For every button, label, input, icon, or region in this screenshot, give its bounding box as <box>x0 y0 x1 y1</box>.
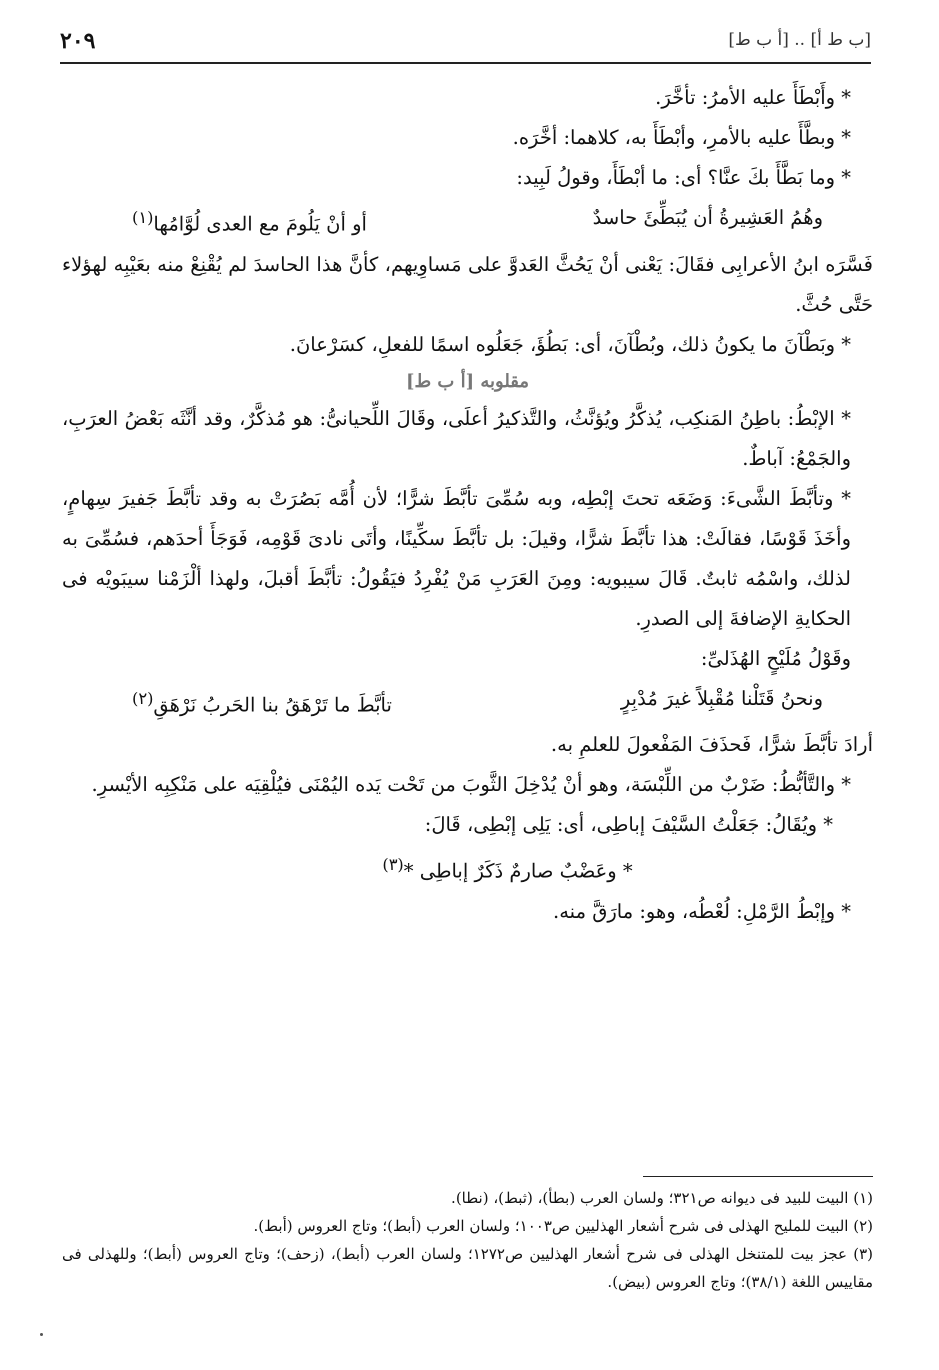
footnote: (٣) عجز بيت للمتنخل الهذلى فى شرح أشعار الهذليين ص١٢٧٢؛ ولسان العرب (أبط)، (زحف)؛ وتاج العروس (أبط)؛ وللهذلى فى مقاييس اللغة (٣٨/١)؛ وتاج العروس (بيض). <box>62 1245 873 1291</box>
footnote-ref: (٣) <box>382 855 404 874</box>
footnote: (٢) البيت للمليح الهذلى فى شرح أشعار الهذليين ص١٠٠٣؛ ولسان العرب (أبط)؛ وتاج العروس (أبط). <box>253 1217 873 1235</box>
footnote-ref: (٢) <box>132 688 154 708</box>
verse-text: تأبَّطَ ما تَرْهَقُ بنا الحَربُ نَرْهَقِ <box>153 693 392 716</box>
paragraph: * وما بَطَّأَ بكَ عنَّا؟ أى: ما أبْطَأَ، وقولُ لَبِيد: <box>516 166 851 189</box>
verse-hemistich-second <box>132 679 392 726</box>
footnotes <box>62 1184 873 1296</box>
paragraph: أرادَ تأبَّطَ شرًّا، فَحذَفَ المَفْعولَ للعلمِ به. <box>550 733 873 756</box>
footnote-ref: (١) <box>132 208 154 227</box>
verse-hemistich-first: وهُمُ العَشِيرةُ أن يُبَطِّئَ حاسدٌ <box>592 206 823 229</box>
section-heading: مقلوبه [أ ب ط] <box>405 370 530 392</box>
scan-speck <box>40 1333 43 1336</box>
main-text <box>62 78 873 932</box>
footnote-divider <box>643 1176 873 1177</box>
verse-hemistich-first: ونحنُ قَتَلْنا مُقْبِلاً غيرَ مُدْبِرٍ <box>620 686 823 710</box>
verse-text: * وعَضْبٌ صارمٌ ذَكَرٌ إباطِى * <box>403 859 633 883</box>
paragraph: * وأَبْطَأَ عليه الأمرُ: تأخَّرَ. <box>655 86 851 109</box>
verse-line <box>62 679 873 726</box>
paragraph: وقَوْلُ مُلَيْحٍ الهُذَلىِّ: <box>700 646 851 670</box>
verse-line <box>62 845 873 892</box>
verse-text: أو أنْ يَلُومَ مع العدى لُوَّامُها <box>153 212 367 236</box>
paragraph: * الإبْطُ: باطِنُ المَنكِب، يُذكَّرُ ويُؤنَّثُ، والتَّذكيرُ أعلَى، وقَالَ اللِّحيانىُّ: هو مُذكَّرٌ، وقد أنَّثَه بَعْضُ العرَبِ، والجَمْعُ: آباطٌ. <box>62 406 851 470</box>
paragraph: * وإبْطُ الرَّمْلِ: لُعْطُه، وهو: مارَقَّ منه. <box>553 899 851 923</box>
paragraph: * وبَطْآنَ ما يكونُ ذلك، وبُطْآنَ، أى: بَطُؤَ، جَعَلُوه اسمًا للفعلِ، كسَرْعانَ. <box>289 332 851 356</box>
page-header <box>60 28 871 64</box>
verse-line <box>62 198 873 245</box>
paragraph: * ويُقَالُ: جَعَلْتُ السَّيْفَ إباطِى، أى: يَلِى إبْطِى، قَالَ: <box>424 813 833 836</box>
paragraph: * وتأبَّطَ الشَّىءَ: وَضَعَه تحتَ إبْطِه، وبه سُمِّىَ تأبَّطَ شرًّا؛ لأن أُمَّه بَصُرَتْ به وقد تأبَّطَ جَفيرَ سِهامٍ، وأخَذَ قَوْسًا، فقالَتْ: هذا تأبَّطَ شرًّا، وقيلَ: بل تأبَّطَ سكِّينًا، وأتَى نادىَ قَوْمِه، فَوَجَأَ أحدَهم، فسُمِّىَ به لذلك، واسْمُه ثابتٌ. قَالَ سيبويه: ومِنَ العَرَبِ مَنْ يُفْرِدُ فيَقُولُ: تأبَّطَ أقبلَ، ولهذا ألْزَمْنا سيبَويْه فى الحكايةِ الإضافةَ إلى الصدرِ. <box>62 486 851 630</box>
paragraph: * والتَّأبُّطُ: ضَرْبٌ من اللِّبْسَة، وهو أنْ يُدْخِلَ الثَّوبَ من تَحْت يَده اليُمْنَى فيُلْقِيَه على مَنْكِبِه الأيْسرِ. <box>91 773 851 796</box>
page-number: ٢٠٩ <box>60 28 96 54</box>
verse-hemistich-second <box>132 198 367 245</box>
paragraph: فَسَّرَه ابنُ الأعرابِى فقَالَ: يَعْنى أنْ يَحُثَّ العَدوَّ على مَساوِيهم، كأنَّ هذا الحاسدَ لم يُقْنِعْ منه بعَيْبِه لهؤلاء حَتَّى حُثَّ. <box>62 252 873 316</box>
running-head: [ب ط أ] .. [أ ب ط] <box>728 30 871 50</box>
footnote: (١) البيت للبيد فى ديوانه ص٣٢١؛ ولسان العرب (بطأ)، (ثبط)، (نطا). <box>451 1189 873 1207</box>
paragraph: * وبطَّأَ عليه بالأمرِ، وأبْطَأَ به، كلاهما: أخَّرَه. <box>512 126 851 149</box>
